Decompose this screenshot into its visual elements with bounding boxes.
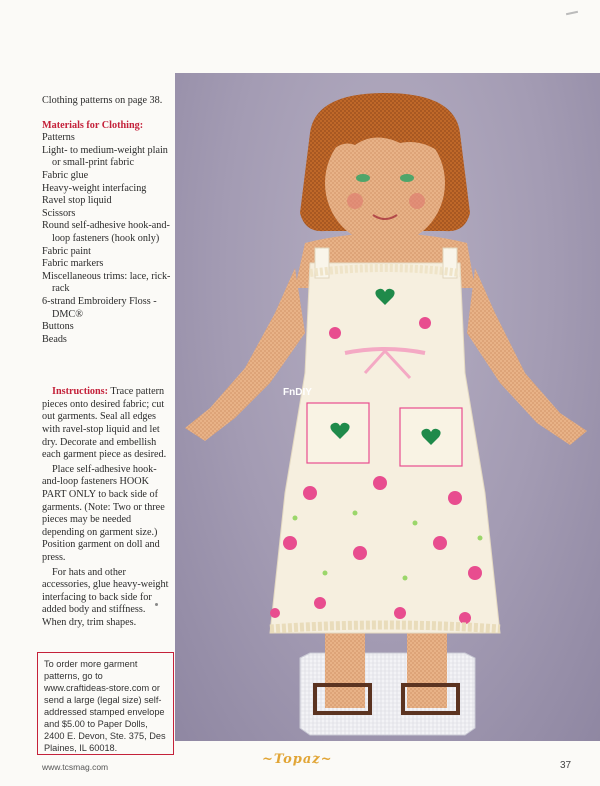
list-item: Miscellaneous trims: lace, rick-rack [42,270,171,295]
list-item: Heavy-weight interfacing [42,182,147,194]
list-item: Fabric paint [42,245,91,257]
right-arm [467,268,587,445]
materials-heading: Materials for Clothing: [42,119,144,131]
footer-watermark: ~Topaz~ [262,752,333,767]
list-item: Beads [42,333,67,345]
instructions-paragraph-1 [42,386,172,462]
decorative-dot [155,603,158,606]
list-item: Buttons [42,321,74,333]
left-eye [356,174,370,182]
list-item: Fabric markers [42,258,104,270]
list-item: 6-strand Embroidery Floss - DMC® [42,295,157,320]
list-item: Patterns [42,132,75,144]
right-eye [400,174,414,182]
intro-text: Clothing patterns on page 38. [42,95,163,106]
page-number: 37 [560,760,572,771]
right-cheek [409,193,425,209]
footer-url: www.tcsmag.com [42,762,109,772]
list-item: Light- to medium-weight plain or small-print fabric [42,144,168,169]
materials-list [42,132,172,346]
instructions-paragraph-2: Place self-adhesive hook-and-loop fasteners HOOK PART ONLY to back side of garments. (Note: Two or three pieces may be needed depending on garment size.) Position garment on doll and press. [42,463,165,563]
list-item: Fabric glue [42,169,89,181]
text-column [42,95,172,632]
corner-mark [566,11,578,15]
left-arm [185,268,305,441]
list-item: Ravel stop liquid [42,195,112,207]
instructions [42,386,172,629]
neck [370,241,400,261]
instructions-lead: Instructions: [52,386,109,398]
left-leg [325,633,365,708]
right-leg [407,633,447,708]
instructions-paragraph-3: For hats and other accessories, glue heavy-weight interfacing to back side for added body and stiffness. When dry, trim shapes. [42,566,169,628]
left-cheek [347,193,363,209]
list-item: Round self-adhesive hook-and-loop fasteners (hook only) [42,220,170,244]
doll-photo [175,73,600,741]
instructions-text-1: Trace pattern pieces onto desired fabric; cut out garments. Seal all edges with ravel-stop liquid and let dry. Decorate and embellish each garment piece as desired. [42,386,167,461]
dress [270,263,500,633]
list-item: Scissors [42,207,76,219]
order-info-box: To order more garment patterns, go to www.craftideas-store.com or send a large (legal size) self-addressed stamped envelope and $5.00 to Paper Dolls, 2400 E. Devon, Ste. 375, Des Plaines, IL 60018. [37,652,174,755]
photo-watermark: FnDIY [283,387,312,398]
cross-stitch-doll-illustration [175,73,600,741]
